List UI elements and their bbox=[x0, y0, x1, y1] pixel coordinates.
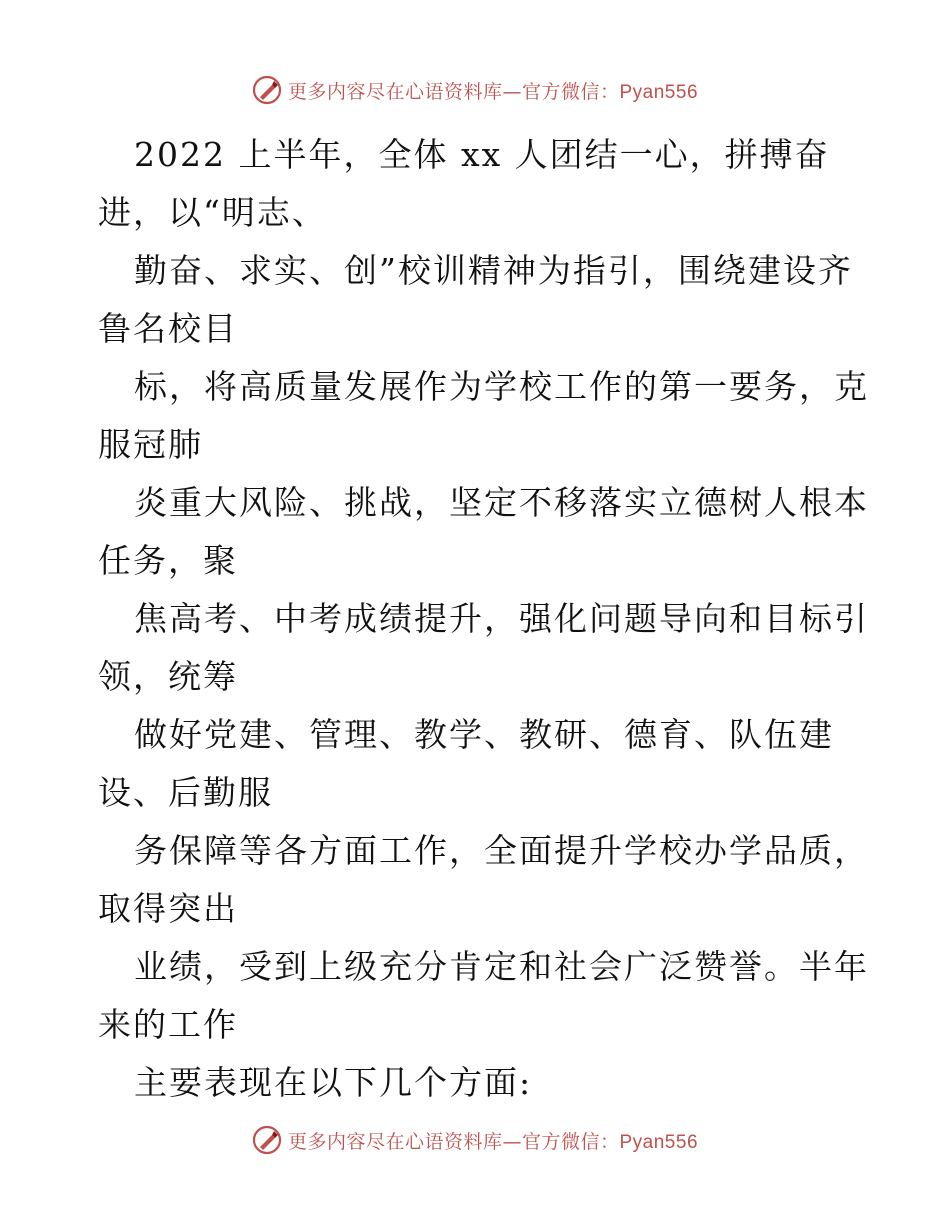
paragraph-line: 任务，聚 bbox=[98, 541, 238, 580]
paragraph-line: 主要表现在以下几个方面: bbox=[134, 1063, 533, 1102]
paragraph-line: 业绩，受到上级充分肯定和社会广泛赞誉。半年 bbox=[134, 947, 869, 986]
paragraph-line: 焦高考、中考成绩提升，强化问题导向和目标引 bbox=[134, 599, 869, 638]
paragraph-line: 设、后勤服 bbox=[98, 773, 273, 812]
paragraph-line: 进，以“明志、 bbox=[98, 193, 327, 232]
paragraph-line: 标，将高质量发展作为学校工作的第一要务，克 bbox=[134, 367, 869, 406]
watermark-header bbox=[0, 70, 950, 110]
paragraph-line: 服冠肺 bbox=[98, 425, 203, 464]
paragraph-line: 2022 上半年，全体 xx 人团结一心，拼搏奋 bbox=[134, 135, 830, 174]
watermark-text: 更多内容尽在心语资料库—官方微信：Pyan556 bbox=[287, 80, 699, 103]
document-body bbox=[98, 126, 868, 1112]
paragraph-line: 取得突出 bbox=[98, 889, 238, 928]
pen-logo-icon bbox=[252, 75, 282, 105]
paragraph-line: 炎重大风险、挑战，坚定不移落实立德树人根本 bbox=[134, 483, 869, 522]
paragraph-line: 勤奋、求实、创”校训精神为指引，围绕建设齐 bbox=[134, 251, 853, 290]
paragraph-line: 鲁名校目 bbox=[98, 309, 238, 348]
paragraph-line: 务保障等各方面工作，全面提升学校办学品质， bbox=[134, 831, 869, 870]
paragraph-line: 领，统筹 bbox=[98, 657, 238, 696]
watermark-text: 更多内容尽在心语资料库—官方微信：Pyan556 bbox=[287, 1130, 699, 1153]
pen-logo-icon bbox=[252, 1125, 282, 1155]
paragraph-line: 做好党建、管理、教学、教研、德育、队伍建 bbox=[134, 715, 834, 754]
paragraph-line: 来的工作 bbox=[98, 1005, 238, 1044]
watermark-footer bbox=[0, 1120, 950, 1160]
